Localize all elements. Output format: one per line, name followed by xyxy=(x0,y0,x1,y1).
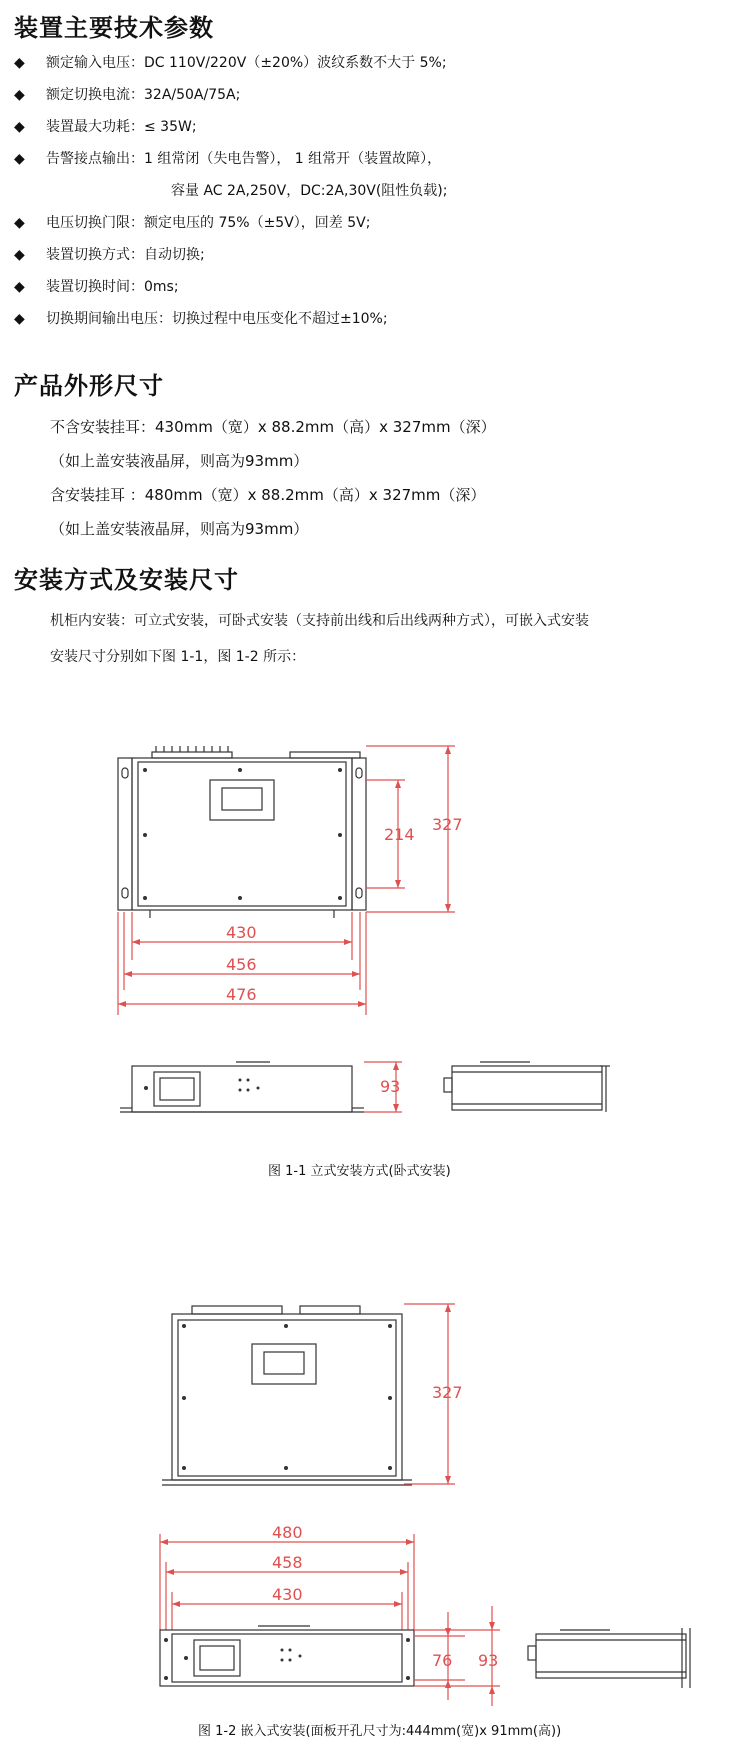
spec-item: ◆ 额定输入电压：DC 110V/220V（±20%）波纹系数不大于 5%; xyxy=(14,55,447,71)
dim-label: 456 xyxy=(226,955,257,974)
section-title-dimensions: 产品外形尺寸 xyxy=(14,372,164,400)
install-text: 机柜内安装：可立式安装，可卧式安装（支持前出线和后出线两种方式），可嵌入式安装 xyxy=(50,613,589,629)
dim-label: 93 xyxy=(380,1077,401,1096)
spec-item: ◆ 切换期间输出电压：切换过程中电压变化不超过±10%; xyxy=(14,311,388,327)
bullet-icon: ◆ xyxy=(14,55,25,71)
dim-label: 476 xyxy=(226,985,257,1004)
spec-item: ◆ 装置切换时间：0ms; xyxy=(14,279,179,295)
bullet-icon: ◆ xyxy=(14,215,25,231)
dim-label: 93 xyxy=(478,1651,499,1670)
dim-label: 327 xyxy=(432,1383,463,1402)
spec-item: ◆ 装置最大功耗：≤ 35W; xyxy=(14,119,197,135)
dimension-line: 含安装挂耳 ：480mm（宽）x 88.2mm（高）x 327mm（深） xyxy=(50,486,486,504)
dimension-line: 不含安装挂耳：430mm（宽）x 88.2mm（高）x 327mm（深） xyxy=(50,418,496,436)
spec-item: ◆ 额定切换电流：32A/50A/75A; xyxy=(14,87,241,103)
bullet-icon: ◆ xyxy=(14,311,25,327)
dim-label: 430 xyxy=(226,923,257,942)
bullet-icon: ◆ xyxy=(14,119,25,135)
spec-item-continuation: 容量 AC 2A,250V，DC:2A,30V(阻性负载); xyxy=(171,183,448,199)
bullet-icon: ◆ xyxy=(14,247,25,263)
bullet-icon: ◆ xyxy=(14,151,25,167)
section-title-install: 安装方式及安装尺寸 xyxy=(14,566,239,594)
bullet-icon: ◆ xyxy=(14,279,25,295)
dimension-note: （如上盖安装液晶屏，则高为93mm） xyxy=(50,520,309,538)
dim-label: 327 xyxy=(432,815,463,834)
dim-label: 480 xyxy=(272,1523,303,1542)
dim-label: 76 xyxy=(432,1651,453,1670)
figure2-caption: 图 1-2 嵌入式安装(面板开孔尺寸为:444mm(宽)x 91mm(高)) xyxy=(198,1724,562,1739)
dimension-note: （如上盖安装液晶屏，则高为93mm） xyxy=(50,452,309,470)
bullet-icon: ◆ xyxy=(14,87,25,103)
figure1-caption: 图 1-1 立式安装方式(卧式安装) xyxy=(268,1164,451,1179)
spec-item: ◆ 装置切换方式：自动切换; xyxy=(14,247,205,263)
spec-item: ◆ 告警接点输出：1 组常闭（失电告警）， 1 组常开（装置故障）， xyxy=(14,151,442,167)
dim-label: 214 xyxy=(384,825,415,844)
section-title-specs: 装置主要技术参数 xyxy=(14,14,214,42)
dim-label: 458 xyxy=(272,1553,303,1572)
install-text: 安装尺寸分别如下图 1-1，图 1-2 所示： xyxy=(50,649,306,665)
dim-label: 430 xyxy=(272,1585,303,1604)
spec-item: ◆ 电压切换门限：额定电压的 75%（±5V），回差 5V; xyxy=(14,215,371,231)
